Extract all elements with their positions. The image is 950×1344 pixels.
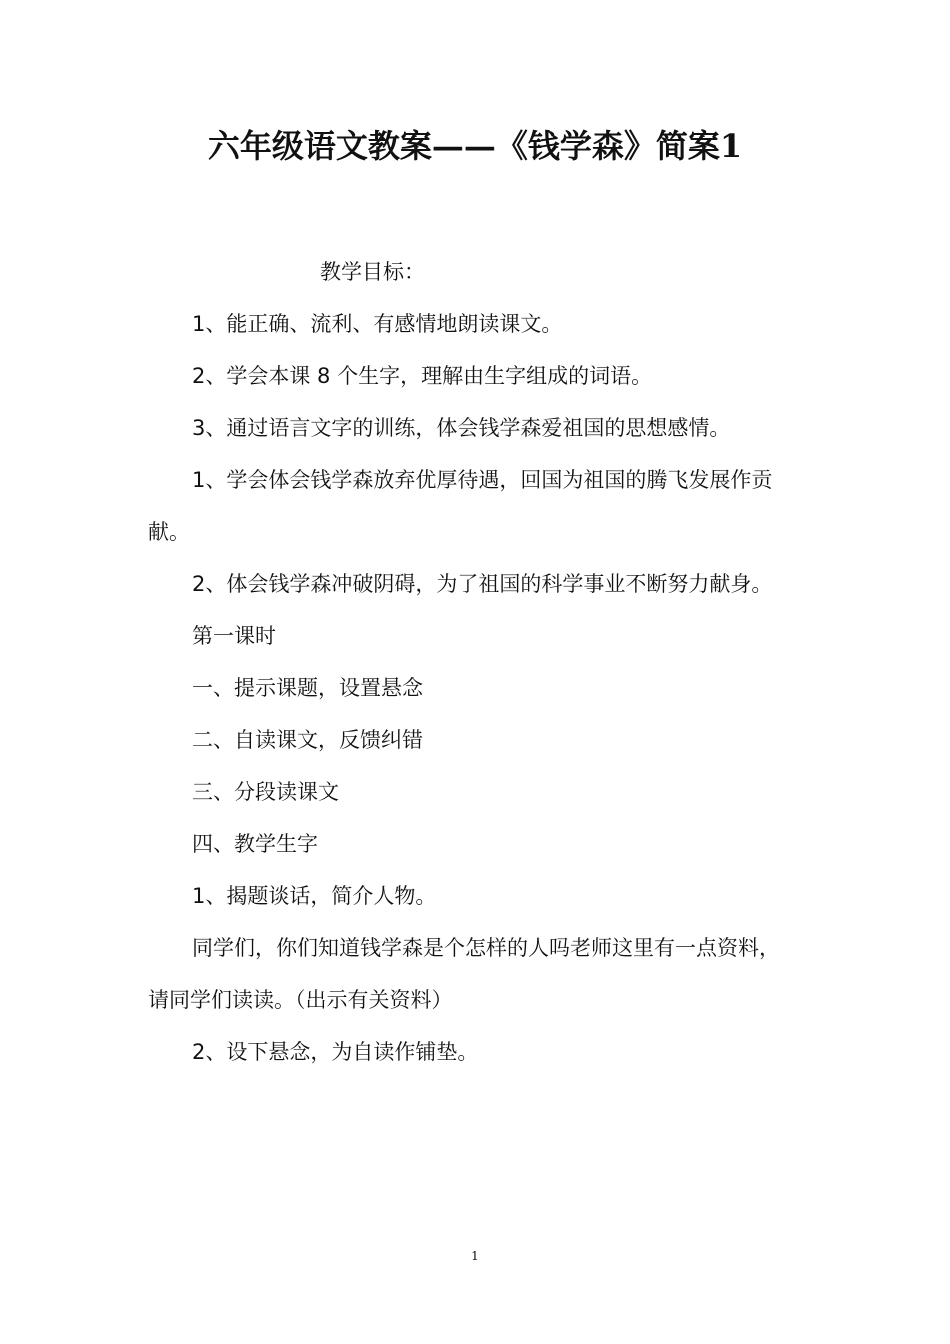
document-body [148,246,798,1078]
paragraph: 1、能正确、流利、有感情地朗读课文。 [192,312,563,336]
paragraph: 2、学会本课 8 个生字，理解由生字组成的词语。 [192,364,653,388]
section-heading-lesson-one: 第一课时 [192,624,276,648]
paragraph: 同学们，你们知道钱学森是个怎样的人吗老师这里有一点资料，请同学们读读。（出示有关资料） [148,936,780,1012]
paragraph: 1、学会体会钱学森放弃优厚待遇，回国为祖国的腾飞发展作贡献。 [148,468,773,544]
document-title [0,120,950,172]
page-number: 1 [471,1249,479,1263]
section-heading-goals: 教学目标： [320,260,425,284]
paragraph: 2、设下悬念，为自读作铺垫。 [192,1040,479,1064]
paragraph: 三、分段读课文 [192,780,339,804]
title-number: 1 [719,127,743,165]
paragraph: 3、通过语言文字的训练，体会钱学森爱祖国的思想感情。 [192,416,731,440]
paragraph: 二、自读课文，反馈纠错 [192,728,423,752]
title-text: 六年级语文教案——《钱学森》简案 [207,127,720,165]
paragraph: 四、教学生字 [192,832,318,856]
paragraph: 2、体会钱学森冲破阴碍，为了祖国的科学事业不断努力献身。 [192,572,773,596]
paragraph: 1、揭题谈话，简介人物。 [192,884,437,908]
paragraph: 一、提示课题，设置悬念 [192,676,423,700]
